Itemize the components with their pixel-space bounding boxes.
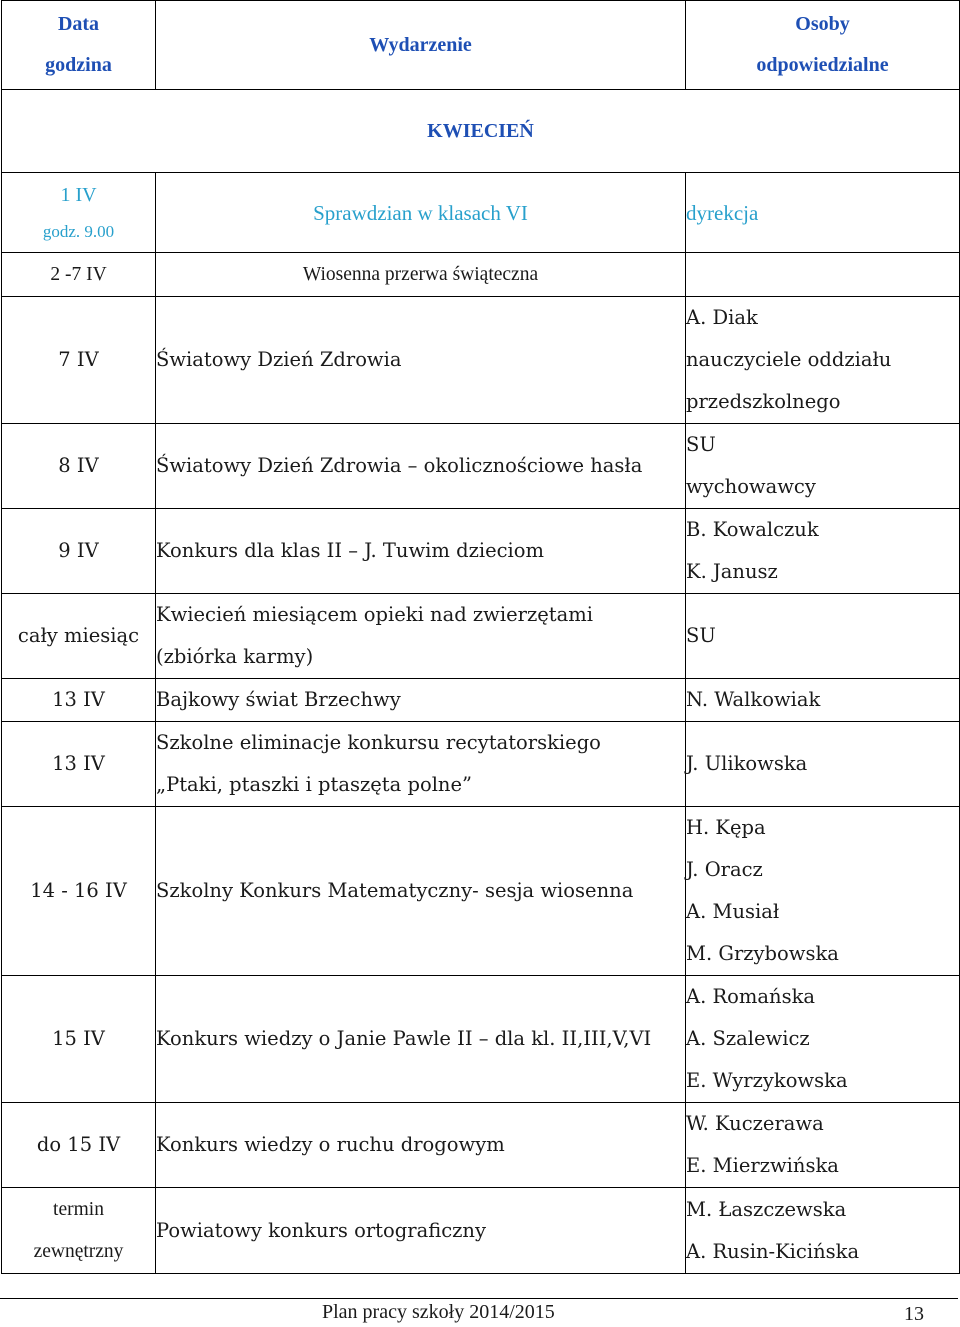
month-title: KWIECIEŃ <box>2 90 960 173</box>
table-body <box>2 173 960 1274</box>
event-name-line: Konkurs wiedzy o ruchu drogowym <box>156 1133 505 1156</box>
event-date-line: 14 - 16 IV <box>30 879 127 902</box>
responsible-persons <box>686 424 960 509</box>
responsible-persons <box>686 594 960 679</box>
event-name <box>156 1188 686 1274</box>
event-name-line: Konkurs dla klas II – J. Tuwim dzieciom <box>156 539 545 562</box>
event-date <box>2 594 156 679</box>
responsible-persons-line: A. Musiał <box>686 900 780 923</box>
page-number: 13 <box>904 1303 924 1325</box>
responsible-persons <box>686 173 960 253</box>
responsible-persons-line: J. Ulikowska <box>686 752 808 775</box>
event-name <box>156 807 686 976</box>
event-name <box>156 722 686 807</box>
responsible-persons-line: A. Rusin-Kicińska <box>686 1239 860 1263</box>
header-event: Wydarzenie <box>156 1 686 90</box>
responsible-persons-line: nauczyciele oddziału <box>686 348 892 371</box>
responsible-persons-line: M. Grzybowska <box>686 942 839 965</box>
header-date-line1: Data <box>57 13 100 35</box>
event-date-line: 2 -7 IV <box>50 263 107 285</box>
event-date-line: termin <box>53 1198 104 1220</box>
event-date <box>2 253 156 297</box>
event-date-line: 13 IV <box>52 752 105 775</box>
header-persons <box>686 1 960 90</box>
event-date <box>2 722 156 807</box>
event-name <box>156 297 686 424</box>
header-date <box>2 1 156 90</box>
event-date <box>2 173 156 253</box>
event-date-line: 13 IV <box>52 688 105 711</box>
responsible-persons-line: K. Janusz <box>686 560 778 583</box>
events-table <box>1 0 960 1274</box>
table-row <box>2 509 960 594</box>
event-name-line: „Ptaki, ptaszki i ptaszęta polne” <box>156 773 472 796</box>
responsible-persons-line: przedszkolnego <box>686 390 841 413</box>
responsible-persons-line: N. Walkowiak <box>686 688 821 711</box>
event-date-line: cały miesiąc <box>17 624 140 647</box>
event-date <box>2 297 156 424</box>
event-date-line: 8 IV <box>58 454 99 477</box>
event-name <box>156 1103 686 1188</box>
event-date-line: do 15 IV <box>36 1133 121 1156</box>
header-date-line2: godzina <box>45 54 112 76</box>
responsible-persons-line: A. Diak <box>686 306 758 329</box>
event-name-line: Światowy Dzień Zdrowia <box>156 348 402 371</box>
event-date <box>2 1188 156 1274</box>
responsible-persons-line: B. Kowalczuk <box>686 518 819 541</box>
responsible-persons <box>686 253 960 297</box>
responsible-persons <box>686 1188 960 1274</box>
table-row <box>2 976 960 1103</box>
responsible-persons <box>686 297 960 424</box>
table-row <box>2 424 960 509</box>
event-name <box>156 976 686 1103</box>
event-date <box>2 1103 156 1188</box>
table-row <box>2 297 960 424</box>
responsible-persons <box>686 976 960 1103</box>
responsible-persons-line: A. Romańska <box>686 985 816 1008</box>
event-date-line: 7 IV <box>58 348 99 371</box>
responsible-persons-line: E. Wyrzykowska <box>686 1069 848 1092</box>
header-persons-line2: odpowiedzialne <box>756 54 889 76</box>
event-name <box>156 509 686 594</box>
event-date-line: 9 IV <box>58 539 99 562</box>
event-date <box>2 679 156 722</box>
event-name-line: Bajkowy świat Brzechwy <box>156 688 401 711</box>
table-row <box>2 679 960 722</box>
event-name-line: Konkurs wiedzy o Janie Pawle II – dla kl. II,III,V,VI <box>156 1027 652 1050</box>
event-date-line: 1 IV <box>60 183 97 206</box>
event-date <box>2 509 156 594</box>
event-name <box>156 679 686 722</box>
event-name <box>156 253 686 297</box>
event-date <box>2 424 156 509</box>
event-date-line: 15 IV <box>52 1027 105 1050</box>
event-name <box>156 594 686 679</box>
responsible-persons <box>686 1103 960 1188</box>
responsible-persons-line: H. Kępa <box>686 816 766 839</box>
responsible-persons-line: dyrekcja <box>686 200 759 225</box>
responsible-persons-line: W. Kuczerawa <box>686 1112 824 1135</box>
event-date-line: godz. 9.00 <box>42 221 115 241</box>
event-name-line: Kwiecień miesiącem opieki nad zwierzętami <box>156 603 593 626</box>
responsible-persons-line: J. Oracz <box>686 858 763 881</box>
event-date <box>2 807 156 976</box>
event-name-line: (zbiórka karmy) <box>156 645 314 668</box>
table-row <box>2 722 960 807</box>
event-name-line: Szkolne eliminacje konkursu recytatorskiego <box>156 731 601 754</box>
responsible-persons-line: E. Mierzwińska <box>686 1154 839 1177</box>
table-row <box>2 1188 960 1274</box>
responsible-persons <box>686 807 960 976</box>
event-name <box>156 173 686 253</box>
event-name-line: Szkolny Konkurs Matematyczny- sesja wiosenna <box>156 879 634 902</box>
responsible-persons-line: A. Szalewicz <box>686 1027 810 1050</box>
responsible-persons <box>686 509 960 594</box>
page-footer <box>0 1298 958 1327</box>
table-row <box>2 807 960 976</box>
table-row <box>2 594 960 679</box>
event-name-line: Wiosenna przerwa świąteczna <box>302 263 539 285</box>
responsible-persons-line: SU <box>686 624 716 647</box>
header-persons-line1: Osoby <box>795 13 850 35</box>
table-row <box>2 1103 960 1188</box>
responsible-persons-line: M. Łaszczewska <box>686 1197 847 1221</box>
responsible-persons-line: SU <box>686 433 716 456</box>
event-name <box>156 424 686 509</box>
table-header-row <box>2 1 960 90</box>
event-name-line: Sprawdzian w klasach VI <box>313 200 528 225</box>
table-row <box>2 173 960 253</box>
responsible-persons <box>686 679 960 722</box>
event-date-line: zewnętrzny <box>33 1240 124 1262</box>
footer-title: Plan pracy szkoły 2014/2015 <box>322 1301 555 1323</box>
event-name-line: Światowy Dzień Zdrowia – okolicznościowe hasła <box>156 454 643 477</box>
responsible-persons <box>686 722 960 807</box>
event-date <box>2 976 156 1103</box>
table-row <box>2 253 960 297</box>
responsible-persons-line: wychowawcy <box>686 475 816 498</box>
event-name-line: Powiatowy konkurs ortograficzny <box>156 1218 486 1242</box>
month-row <box>2 90 960 173</box>
